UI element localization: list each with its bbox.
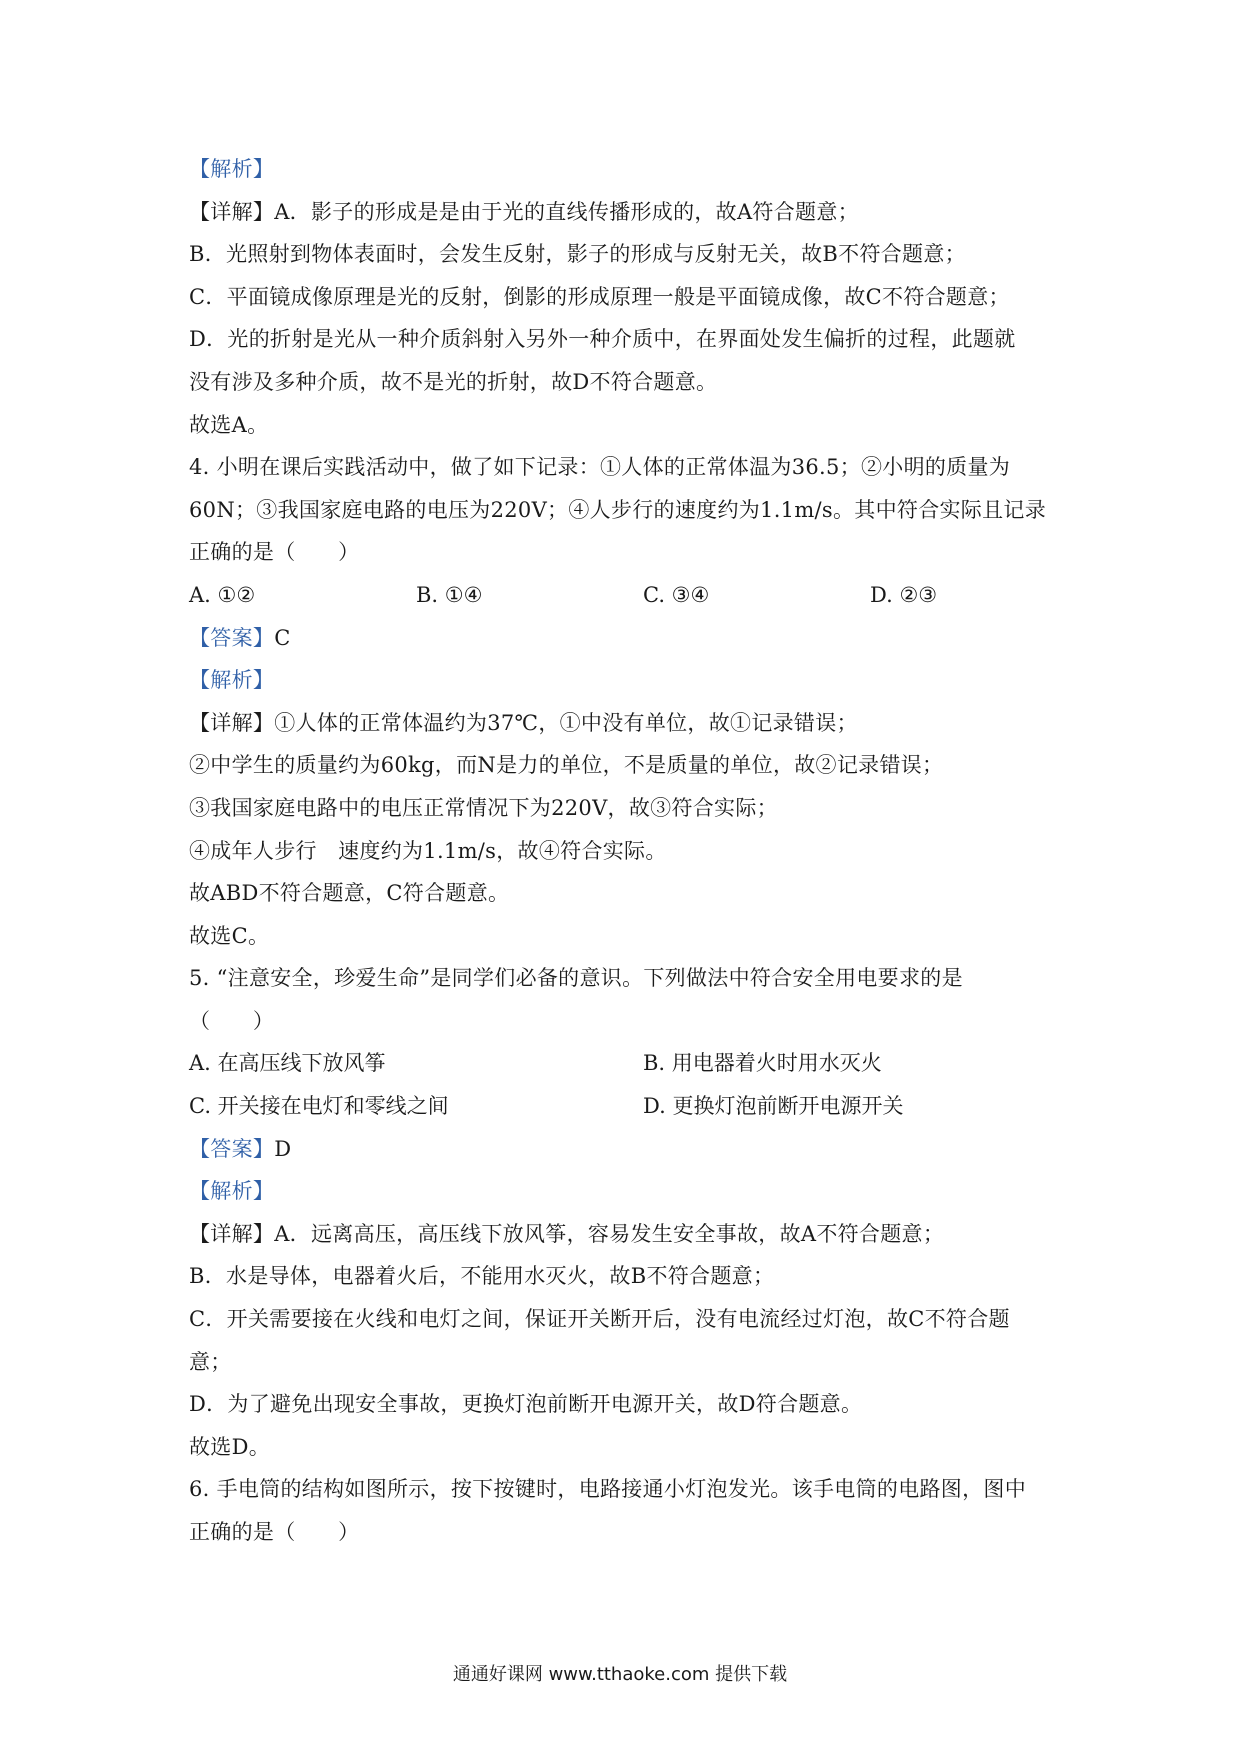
q3-detail-line-d2: 没有涉及多种介质，故不是光的折射，故D不符合题意。 xyxy=(189,369,718,394)
page-footer xyxy=(0,1660,1240,1686)
q4-detail-line-5: 故ABD不符合题意，C符合题意。 xyxy=(189,881,510,906)
q6-stem-line-2: 正确的是（ ） xyxy=(189,1520,360,1544)
q5-analysis-heading xyxy=(189,1170,1069,1213)
q5-detail-line-c2: 意； xyxy=(189,1349,232,1374)
q4-detail-line-1 xyxy=(189,702,1069,745)
q4-answer xyxy=(189,617,1069,660)
q5-option-d: D. 更换灯泡前断开电源开关 xyxy=(643,1094,904,1119)
q4-option-d: D. ②③ xyxy=(870,582,938,607)
q4-conclusion: 故选C。 xyxy=(189,923,270,948)
analysis-label: 【解析】 xyxy=(189,668,275,693)
q5-answer xyxy=(189,1128,1069,1171)
q5-stem-line-2: （ ） xyxy=(189,1008,275,1033)
q4-option-b: B. ①④ xyxy=(416,582,483,607)
q5-option-b: B. 用电器着火时用水灭火 xyxy=(643,1051,882,1076)
detail-label: 【详解】 xyxy=(189,710,275,735)
q4-stem-line-2: 60N；③我国家庭电路的电压为220V；④人步行的速度约为1.1m/s。其中符合实际且记录 xyxy=(189,497,1047,522)
q5-options-row-1 xyxy=(189,1042,1069,1085)
detail-label: 【详解】 xyxy=(189,199,275,224)
document-body xyxy=(189,148,1069,1554)
analysis-label: 【解析】 xyxy=(189,1179,275,1204)
q4-stem-line-3: 正确的是（ ） xyxy=(189,540,360,565)
q4-analysis-heading xyxy=(189,659,1069,702)
q3-analysis-heading xyxy=(189,148,1069,191)
q4-option-a: A. ①② xyxy=(189,582,256,607)
q4-detail-line-4: ④成年人步行 速度约为1.1m/s，故④符合实际。 xyxy=(189,838,667,863)
q6-stem-line-1: 6. 手电筒的结构如图所示，按下按键时，电路接通小灯泡发光。该手电筒的电路图，图中 xyxy=(189,1477,1027,1502)
q5-detail-line-c1: C．开关需要接在火线和电灯之间，保证开关断开后，没有电流经过灯泡，故C不符合题 xyxy=(189,1307,1010,1332)
answer-value: D xyxy=(274,1136,292,1161)
q4-option-c: C. ③④ xyxy=(643,582,710,607)
q5-option-a: A. 在高压线下放风筝 xyxy=(189,1051,386,1076)
q4-detail-line-3: ③我国家庭电路中的电压正常情况下为220V，故③符合实际； xyxy=(189,795,778,820)
detail-text: A．远离高压，高压线下放风筝，容易发生安全事故，故A不符合题意； xyxy=(274,1221,945,1246)
q4-detail-line-2: ②中学生的质量约为60kg，而N是力的单位，不是质量的单位，故②记录错误； xyxy=(189,753,944,778)
q3-detail-line-b: B．光照射到物体表面时，会发生反射，影子的形成与反射无关，故B不符合题意； xyxy=(189,242,966,267)
answer-label: 【答案】 xyxy=(189,1136,275,1161)
q3-detail-line-a xyxy=(189,191,1069,234)
analysis-label: 【解析】 xyxy=(189,157,275,181)
q5-detail-line-a xyxy=(189,1213,1069,1256)
q5-conclusion: 故选D。 xyxy=(189,1434,271,1459)
detail-text: ①人体的正常体温约为37℃，①中没有单位，故①记录错误； xyxy=(274,710,858,735)
q3-conclusion: 故选A。 xyxy=(189,412,269,437)
q5-options-row-2 xyxy=(189,1085,1069,1128)
footer-text: 通通好课网 www.tthaoke.com 提供下载 xyxy=(452,1664,788,1685)
detail-label: 【详解】 xyxy=(189,1221,275,1246)
answer-value: C xyxy=(274,625,291,650)
q5-detail-line-b: B．水是导体，电器着火后，不能用水灭火，故B不符合题意； xyxy=(189,1264,775,1289)
q3-detail-line-c: C．平面镜成像原理是光的反射，倒影的形成原理一般是平面镜成像，故C不符合题意； xyxy=(189,284,1010,309)
q3-detail-line-d1: D．光的折射是光从一种介质斜射入另外一种介质中，在界面处发生偏折的过程，此题就 xyxy=(189,327,1016,352)
q5-option-c: C. 开关接在电灯和零线之间 xyxy=(189,1094,449,1119)
q5-stem-line-1: 5. “注意安全，珍爱生命”是同学们必备的意识。下列做法中符合安全用电要求的是 xyxy=(189,966,963,991)
q5-detail-line-d: D．为了避免出现安全事故，更换灯泡前断开电源开关，故D符合题意。 xyxy=(189,1392,863,1417)
q4-stem-line-1: 4. 小明在课后实践活动中，做了如下记录：①人体的正常体温为36.5；②小明的质量为 xyxy=(189,455,1011,480)
q4-options xyxy=(189,574,1069,617)
answer-label: 【答案】 xyxy=(189,625,275,650)
detail-text: A．影子的形成是是由于光的直线传播形成的，故A符合题意； xyxy=(274,199,859,224)
